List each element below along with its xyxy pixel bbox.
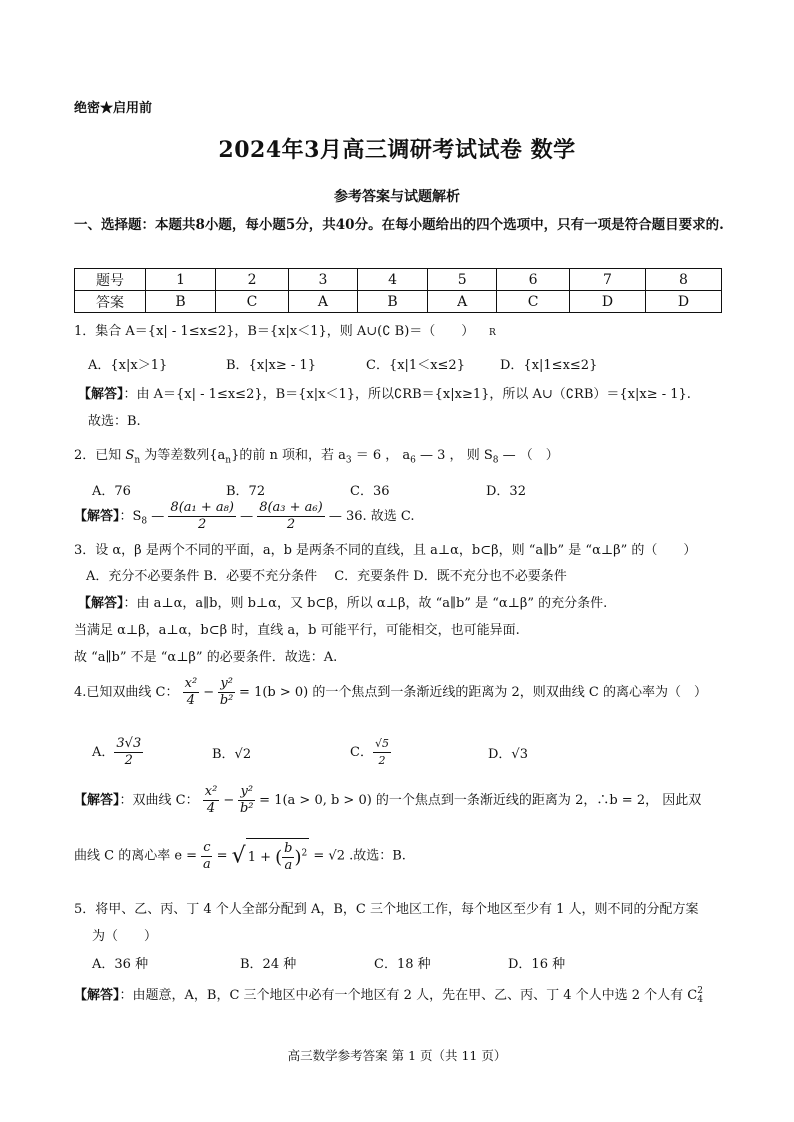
table-cell: A bbox=[288, 291, 357, 313]
question-2-option-a: A．76 bbox=[92, 484, 131, 499]
question-5-option-b: B．24 种 bbox=[240, 957, 297, 972]
section-heading: 一、选择题：本题共8小题，每小题5分，共40分。在每小题给出的四个选项中，只有一项是符合题目要求的. bbox=[74, 217, 724, 233]
question-5-stem: 5．将甲、乙、丙、丁 4 个人全部分配到 A，B，C 三个地区工作，每个地区至少有 1 人，则不同的分配方案 bbox=[74, 902, 699, 917]
question-4-option-b: B．√2 bbox=[212, 747, 252, 762]
fraction: $\frac{\text{x²}}{4}$ bbox=[184, 676, 198, 708]
table-cell: 8 bbox=[645, 269, 721, 291]
question-1-option-a: A．{x|x＞1} bbox=[88, 358, 168, 373]
fraction: $\frac{\text{8(a₃ + a₆)}}{2}$ bbox=[259, 500, 323, 532]
fraction: $\frac{c}{a}$ bbox=[202, 839, 211, 872]
table-cell: 5 bbox=[428, 269, 497, 291]
page-footer: 高三数学参考答案 第 1 页（共 11 页） bbox=[287, 1048, 507, 1063]
question-5-option-d: D．16 种 bbox=[508, 957, 566, 972]
table-cell: C bbox=[497, 291, 570, 313]
table-cell: 7 bbox=[570, 269, 646, 291]
page-subtitle: 参考答案与试题解析 bbox=[334, 189, 460, 205]
subscript-r: R bbox=[489, 328, 496, 338]
fraction: $\frac{\text{y²}}{\text{b²}}$ bbox=[239, 784, 254, 816]
table-cell: 1 bbox=[146, 269, 216, 291]
table-cell: 2 bbox=[216, 269, 289, 291]
question-4-solution-line2: 曲线 C 的离心率 e = $\frac{c}{a}$ = √ 1 + ( $\frac{b}{a}$ )$^2$ = √2 .故选：B. bbox=[74, 839, 406, 873]
question-1-stem: 1．集合 A＝{x| - 1≤x≤2}，B＝{x|x＜1}，则 A∪(∁ B)＝（ ） R bbox=[74, 324, 496, 339]
question-4-solution: 【解答】：双曲线 C： $\frac{\text{x²}}{4}$ − $\frac{\text{y²}}{\text{b²}}$ = 1(a > 0, b > 0) 的一个焦点到一条渐近线的距离为 2，∴b = 2， 因此双 bbox=[74, 784, 702, 816]
question-5-option-c: C．18 种 bbox=[374, 957, 431, 972]
table-cell: 3 bbox=[288, 269, 357, 291]
table-cell: 4 bbox=[358, 269, 428, 291]
question-1-option-d: D．{x|1≤x≤2} bbox=[500, 358, 598, 373]
question-2-option-b: B．72 bbox=[226, 484, 266, 499]
table-cell: B bbox=[146, 291, 216, 313]
question-1-option-b: B．{x|x≥ - 1} bbox=[226, 358, 316, 373]
fraction: $\frac{√5}{2}$ bbox=[374, 737, 389, 767]
fraction: $\frac{\text{y²}}{\text{b²}}$ bbox=[219, 676, 234, 708]
fraction: $\frac{\text{8(a₁ + a₈)}}{2}$ bbox=[170, 500, 234, 532]
question-2-option-c: C．36 bbox=[350, 484, 390, 499]
table-cell: 6 bbox=[497, 269, 570, 291]
table-cell: D bbox=[645, 291, 721, 313]
question-3-solution-line2: 当满足 α⊥β，a⊥α，b⊂β 时，直线 a，b 可能平行，可能相交，也可能异面. bbox=[74, 623, 520, 638]
fraction: $\frac{\text{x²}}{4}$ bbox=[204, 784, 218, 816]
question-1-solution: 【解答】：由 A＝{x| - 1≤x≤2}，B＝{x|x＜1}，所以∁RB＝{x|x≥1}，所以 A∪（∁RB）＝{x|x≥ - 1}. bbox=[78, 387, 691, 402]
table-cell: C bbox=[216, 291, 289, 313]
sqrt-symbol: √ bbox=[231, 843, 246, 869]
question-3-options: A．充分不必要条件 B．必要不充分条件 C．充要条件 D．既不充分也不必要条件 bbox=[86, 569, 567, 584]
fraction: $\frac{b}{a}$ bbox=[284, 841, 293, 873]
question-4-option-a: A． $\frac{3√3}{2}$ bbox=[92, 736, 142, 768]
question-5-solution: 【解答】：由题意，A，B，C 三个地区中必有一个地区有 2 人，先在甲、乙、丙、丁 4 个人中选 2 个人有 C 2 4 bbox=[74, 985, 703, 1005]
question-4-option-c: C． $\frac{√5}{2}$ bbox=[350, 737, 389, 767]
fraction: $\frac{3√3}{2}$ bbox=[116, 736, 142, 768]
table-cell: 答案 bbox=[75, 291, 146, 313]
answer-table bbox=[74, 268, 722, 313]
table-cell: D bbox=[570, 291, 646, 313]
question-2-stem: 2．已知 $S_n$ 为等差数列$\{a_n\}$的前 n 项和，若 $a_3 = 6$ ， $a_6$ — 3 ， 则 $S_8$ — （ ） bbox=[74, 448, 559, 466]
answer-table-header-row bbox=[75, 269, 722, 291]
question-3-stem: 3．设 α，β 是两个不同的平面，a，b 是两条不同的直线，且 a⊥α，b⊂β，则 “a∥b” 是 “α⊥β” 的（ ） bbox=[74, 543, 697, 558]
table-cell: B bbox=[358, 291, 428, 313]
confidential-header: 绝密★启用前 bbox=[74, 101, 153, 116]
page-title: 2024年3月高三调研考试试卷 数学 bbox=[218, 137, 576, 163]
question-1-solution-answer: 故选：B. bbox=[88, 414, 141, 429]
table-cell: 题号 bbox=[75, 269, 146, 291]
question-2-option-d: D．32 bbox=[486, 484, 526, 499]
table-cell: A bbox=[428, 291, 497, 313]
question-5-option-a: A．36 种 bbox=[92, 957, 149, 972]
question-1-option-c: C．{x|1＜x≤2} bbox=[366, 358, 465, 373]
question-5-stem-line2: 为（ ） bbox=[92, 929, 158, 944]
question-2-solution: 【解答】：$S_8$ — $\frac{\text{8(a₁ + a₈)}}{2}$ — $\frac{\text{8(a₃ + a₆)}}{2}$ — 36. 故选 C. bbox=[74, 500, 415, 532]
question-4-stem: 4.已知双曲线 C： $\frac{\text{x²}}{4}$ − $\frac{\text{y²}}{\text{b²}}$ = 1(b > 0) 的一个焦点到一条渐近线的距离为 2，则双曲线 C 的离心率为（ ） bbox=[74, 676, 707, 708]
question-4-option-d: D．√3 bbox=[488, 747, 528, 762]
answer-table-answer-row bbox=[75, 291, 722, 313]
question-3-solution-line3: 故 “a∥b” 不是 “α⊥β” 的必要条件．故选：A. bbox=[74, 650, 338, 665]
question-3-solution: 【解答】：由 a⊥α，a∥b，则 b⊥α，又 b⊂β，所以 α⊥β，故 “a∥b” 是 “α⊥β” 的充分条件. bbox=[78, 596, 608, 611]
